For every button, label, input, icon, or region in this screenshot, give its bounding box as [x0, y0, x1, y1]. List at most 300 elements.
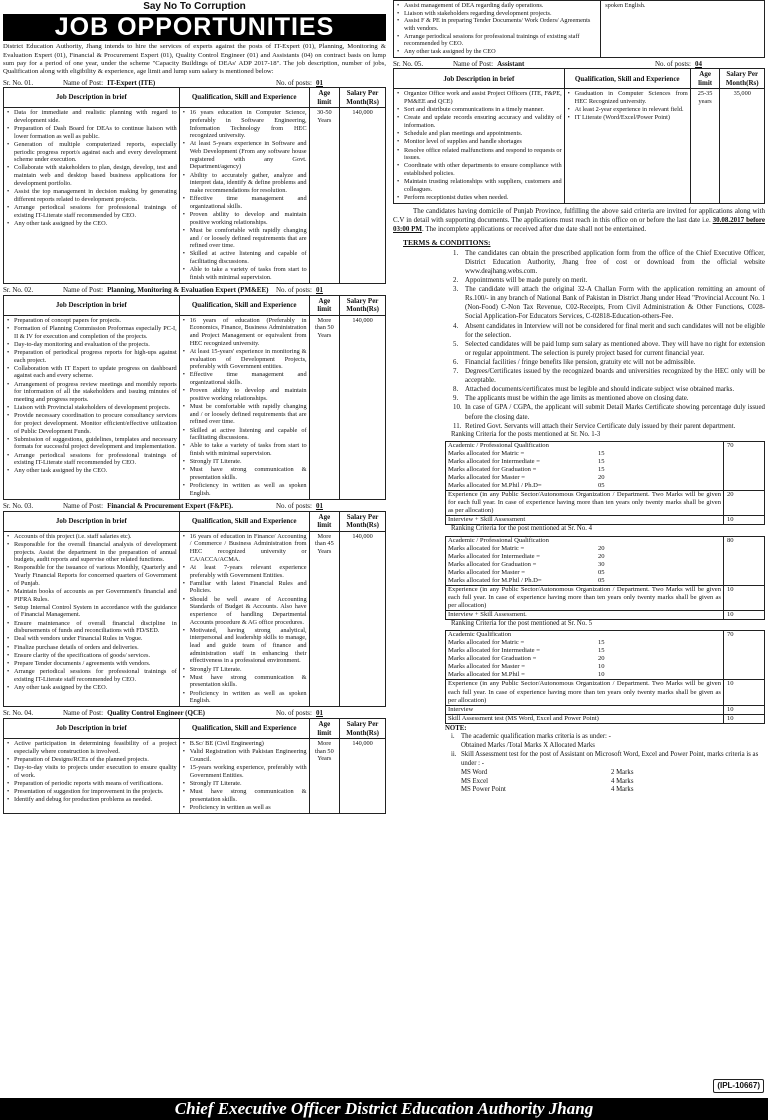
- qual-cell: [564, 89, 690, 204]
- continuation-desc-item: • Any other task assigned by the CEO: [396, 48, 598, 56]
- job-desc-cell: [4, 108, 180, 284]
- post-header: [3, 709, 386, 718]
- salary: 140,000: [340, 739, 386, 814]
- post-table-header: [4, 511, 386, 531]
- qual-item: • B.Sc/ BE (Civil Engineering): [182, 740, 307, 748]
- criteria-interview-total: 10: [727, 516, 734, 524]
- qual-header: Qualification, Skill and Experience: [179, 511, 309, 531]
- job-desc-item: • Arrange periodical sessions for professional trainings of existing IT-Literate staff recommended by CEO.: [6, 452, 177, 467]
- marks-value: 30: [598, 560, 605, 568]
- criteria-academic-row: [446, 537, 764, 586]
- post-count-label: No. of posts:: [276, 709, 312, 718]
- age-header: Age limit: [309, 719, 340, 739]
- qual-item: • Able to take a variety of tasks from start to finish with minimal supervision.: [182, 442, 307, 457]
- job-desc-item: • Preparation of concept papers for projects.: [6, 317, 177, 325]
- term-item: [453, 340, 765, 358]
- job-desc-item: • Ensure maintenance of overall financial discipline in disbursements of funds and reconciliations with FD/SED.: [6, 620, 177, 635]
- criteria-title: Ranking Criteria for the posts mentioned at Sr. No. 1-3: [451, 430, 601, 438]
- job-desc-item: • Submission of suggestions, guidelines, templates and necessary formats for successful project development and implementation.: [6, 436, 177, 451]
- marks-value: 15: [598, 458, 605, 466]
- job-desc-item: • Responsible for the issuance of various Monthly, Quarterly and Yearly Financial Reports for concerned quarters of Government of Punjab.: [6, 564, 177, 587]
- criteria-skill-total: 10: [727, 714, 734, 722]
- term-item: [453, 322, 765, 340]
- marks-row: [448, 671, 721, 679]
- post-table: [3, 87, 386, 284]
- marks-label: Marks allocated for Graduation =: [448, 655, 537, 663]
- qual-item: • Effective time management and organizational skills.: [182, 195, 307, 210]
- marks-row: [448, 450, 721, 458]
- marks-label: Marks allocated for Matric =: [448, 639, 525, 647]
- post-table: [393, 68, 765, 204]
- qual-item: • Proficiency in written as well as spoken English.: [182, 482, 307, 497]
- job-desc-header: Job Description in brief: [4, 511, 180, 531]
- qual-cell: [179, 108, 309, 284]
- marks-value: 05: [598, 576, 605, 584]
- marks-row: [448, 545, 721, 553]
- job-desc-item: • Deal with vendors under Financial Rules in Vogue.: [6, 635, 177, 643]
- marks-label: Marks allocated for Matric =: [448, 544, 525, 552]
- job-desc-header: Job Description in brief: [394, 69, 565, 89]
- qual-item: • Proven ability to develop and maintain positive working relationships.: [182, 387, 307, 402]
- criteria-academic-head: Academic / Professional Qualification: [448, 442, 549, 450]
- salary-header: Salary Per Month(Rs): [340, 719, 386, 739]
- marks-row: [448, 553, 721, 561]
- age-header: Age limit: [309, 88, 340, 108]
- post-table: [3, 511, 386, 708]
- skill-marks-list: [461, 769, 765, 795]
- marks-label: Marks allocated for Graduation =: [448, 466, 537, 474]
- job-desc-header: Job Description in brief: [4, 295, 180, 315]
- motto: Say No To Corruption: [143, 1, 246, 12]
- job-desc-item: • Create and update records ensuring accuracy and validity of information.: [396, 114, 562, 129]
- post-name: IT-Expert (ITE): [107, 78, 156, 87]
- qual-cell: [179, 315, 309, 499]
- salary: 35,000: [720, 89, 765, 204]
- criteria-title: Ranking Criteria for the post mentioned at Sr. No. 4: [451, 525, 593, 533]
- qual-header: Qualification, Skill and Experience: [179, 295, 309, 315]
- post-table-header: [4, 719, 386, 739]
- marks-label: Marks allocated for Intermediate =: [448, 458, 540, 466]
- qual-item: • 15-years working experience, preferably with Government Entities.: [182, 764, 307, 779]
- job-desc-item: • Monitor level of supplies and handle shortages: [396, 138, 562, 146]
- job-desc-item: • Organize Office work and assist Project Officers (ITE, F&PE, PM&EE and QCE): [396, 90, 562, 105]
- criteria-academic: [446, 631, 724, 679]
- continuation-qual: spoken English.: [605, 2, 646, 9]
- qual-item: • Strongly IT Literate.: [182, 458, 307, 466]
- note-title: NOTE:: [445, 724, 467, 732]
- post-table-row: [4, 531, 386, 707]
- criteria-academic: [446, 537, 724, 585]
- term-number: 1.: [453, 249, 459, 257]
- criteria-exp: Experience (in any Public Sector/Autonomous Organization / Department. Two Marks will be given for each full year. In case of experience having more than ten years only twenty marks shall be given as per allocation): [446, 491, 724, 515]
- term-text: The candidate will attach the original 32-A Challan Form with the application remitting an amount of Rs.100/- in any branch of National Bank of Pakistan in District Jhang under Head "Provincial Account No. 1 (Non-Food) C-Non Tax Revenue, C02-Receipts, From Civil Administration & Other Functions, C028-Social Application-For Educators Services, C-02818-Education-others-Fee.: [465, 286, 766, 321]
- job-desc-list: [396, 90, 562, 201]
- post-name-wrap: [63, 502, 276, 511]
- qual-item: • 16 years of education in Finance/ Accounting / Commerce / Business Administration from HEC recognized university or CA/ACCA/ACMA.: [182, 533, 307, 564]
- age-header: Age limit: [690, 69, 720, 89]
- term-number: 4.: [453, 322, 459, 330]
- qual-item: • Must be comfortable with rapidly changing and / or loosely defined requirements that are refined over time.: [182, 403, 307, 426]
- job-desc-item: • Accounts of this project (i.e. staff salaries etc).: [6, 533, 177, 541]
- marks-row: [448, 655, 721, 663]
- post-count-label: No. of posts:: [655, 59, 691, 68]
- marks-value: 20: [598, 544, 605, 552]
- post-header: [3, 502, 386, 511]
- continuation-desc-item: • Assist F & PE in preparing Tender Documents/ Work Orders/ Agreements with vendors.: [396, 17, 598, 32]
- criteria-academic-head: Academic Qualification: [448, 631, 512, 639]
- qual-item: • Strongly IT Literate.: [182, 780, 307, 788]
- job-desc-item: • Coordinate with other departments to ensure compliance with established policies.: [396, 162, 562, 177]
- post-count-wrap: [276, 79, 386, 88]
- job-desc-item: • Any other task assigned by the CEO.: [6, 684, 177, 692]
- term-number: 5.: [453, 340, 459, 348]
- criteria-interview: Interview: [446, 706, 724, 714]
- criteria-academic-total: 70: [727, 631, 734, 639]
- job-desc-item: • Identify and debug for production problems as needed.: [6, 796, 177, 804]
- marks-row: [448, 466, 721, 474]
- skill-marks: 4 Marks: [611, 786, 634, 794]
- qual-item: • Must have strong communication & presentation skills.: [182, 674, 307, 689]
- skill-marks-row: [461, 778, 765, 787]
- job-desc-item: • Assist the top management in decision making by generating different reports related to development projects.: [6, 188, 177, 203]
- job-desc-cell: [4, 315, 180, 499]
- post-header: [3, 79, 386, 88]
- note-i: The academic qualification marks criteria is as under: -: [461, 733, 611, 741]
- criteria-box: [445, 630, 765, 723]
- job-desc-list: [6, 317, 177, 475]
- deadline: 30.08.2017 before 03:00 PM: [393, 216, 765, 234]
- age-limit: 25-35 years: [690, 89, 720, 204]
- qual-item: • Strongly IT Literate.: [182, 666, 307, 674]
- criteria-interview-row: [446, 516, 764, 524]
- left-column: [3, 0, 386, 1120]
- terms-title: TERMS & CONDITIONS:: [403, 238, 491, 248]
- post-name-label: Name of Post:: [63, 709, 104, 718]
- marks-row: [448, 577, 721, 585]
- post-table-row: [4, 315, 386, 499]
- marks-value: 10: [598, 671, 605, 679]
- qual-item: • Graduation in Computer Sciences from HEC Recognized university.: [567, 90, 688, 105]
- marks-row: [448, 663, 721, 671]
- salary: 140,000: [340, 315, 386, 499]
- posts-right: [393, 60, 765, 205]
- marks-label: Marks allocated for Master =: [448, 568, 525, 576]
- job-desc-item: • Finalize purchase details of orders and deliveries.: [6, 644, 177, 652]
- posts-left: [3, 79, 386, 814]
- criteria-skill-row: [446, 715, 764, 723]
- job-desc-item: • Day-to-day visits to projects under execution to ensure quality of work.: [6, 764, 177, 779]
- marks-row: [448, 647, 721, 655]
- term-number: 3.: [453, 286, 459, 294]
- job-desc-item: • Responsible for the overall financial analysis of development projects. Assist the department in the preparation of annual budgets, audit reports and supervise other related functions.: [6, 541, 177, 564]
- term-number: 6.: [453, 358, 459, 366]
- job-desc-item: • Generation of multiple computerized reports, especially periodic progress report/s against each and every development scheme under execution.: [6, 141, 177, 164]
- marks-value: 20: [598, 552, 605, 560]
- post-count-wrap: [655, 60, 765, 69]
- post-name: Assistant: [497, 59, 525, 68]
- post-number: Sr. No. 01.: [3, 78, 34, 87]
- term-number: 7.: [453, 368, 459, 376]
- post-number: Sr. No. 02.: [3, 286, 34, 295]
- term-item: [453, 367, 765, 385]
- qual-item: • Able to take a variety of tasks from start to finish with minimal supervision.: [182, 266, 307, 281]
- job-desc-item: • Setup Internal Control System in accordance with the guidance of Financial Management.: [6, 604, 177, 619]
- application-paragraph: The candidates having domicile of Punjab Province, fulfilling the above said criteria are invited for applications along with C.V in detail with supporting documents. The applications must reach in this office on or before the last date i.e. 30.08.2017 before 03:00 PM. The incomplete applications or received after due date shall not be entertained.: [393, 207, 765, 234]
- marks-value: 05: [598, 482, 605, 490]
- criteria-exp: Experience (in any Public Sector/Autonomous Organization / Department. Two Marks will be given each full year. In case of experience having more than ten years only twenty marks shall be given as per allocation): [446, 586, 724, 610]
- post-name-label: Name of Post:: [453, 59, 494, 68]
- criteria-interview-total: 10: [727, 610, 734, 618]
- post-count: 01: [315, 502, 323, 511]
- job-desc-item: • Prepare Tender documents / agreements with vendors.: [6, 660, 177, 668]
- note: NOTE: i. The academic qualification marks criteria is as under: - Obtained Marks /Total Marks X Allocated Marks ii. Skill Assessment test for the post of Assistant on Microsoft Word, Excel and Power Point, marks criteria is as under : - MS Word 2 Marks MS Excel 4 Marks MS Power Point 4 Marks: [445, 725, 765, 796]
- criteria-title: Ranking Criteria for the post mentioned at Sr. No. 5: [451, 620, 593, 627]
- qual-item: • Ability to accurately gather, analyze and interpret data, identify & define problems and make recommendations for resolution.: [182, 172, 307, 195]
- qual-item: • Familiar with latest Financial Rules and Policies.: [182, 580, 307, 595]
- qual-list: [182, 109, 307, 281]
- qual-item: • Effective time management and organizational skills.: [182, 371, 307, 386]
- qual-item: • Must have strong communication & presentation skills.: [182, 466, 307, 481]
- post-header: [393, 60, 765, 69]
- post-table: [3, 718, 386, 814]
- term-number: 11.: [453, 422, 462, 430]
- job-desc-item: • Formation of Planning Commission Proformas especially PC-I, II & IV for execution and completion of the projects.: [6, 325, 177, 340]
- criteria-academic-total: 80: [727, 536, 734, 544]
- qual-item: • At least 15-years' experience in monitoring & evaluation of Development Projects, preferably with Government entities.: [182, 348, 307, 371]
- post-table-header: [4, 88, 386, 108]
- salary: 140,000: [340, 531, 386, 707]
- post-count-label: No. of posts:: [276, 78, 312, 87]
- term-item: [453, 422, 765, 431]
- term-text: Attached documents/certificates must be legible and should indicate subject wise obtained marks.: [465, 386, 735, 394]
- qual-item: • At least 2-year experience in relevant field.: [567, 106, 688, 114]
- job-desc-item: • Collaborate with stakeholders to plan, design, develop, test and maintain web and desktop based business applications for development portfolio.: [6, 164, 177, 187]
- marks-row: [448, 474, 721, 482]
- marks-label: Marks allocated for Master =: [448, 474, 525, 482]
- marks-value: 15: [598, 466, 605, 474]
- post-name: Financial & Procurement Expert (F&PE).: [107, 502, 233, 511]
- marks-row: [448, 639, 721, 647]
- marks-value: 20: [598, 474, 605, 482]
- job-desc-item: • Perform receptionist duties when needed.: [396, 194, 562, 202]
- qual-header: Qualification, Skill and Experience: [179, 88, 309, 108]
- marks-label: Marks allocated for Master =: [448, 663, 525, 671]
- term-text: The applicants must be within the age limits as mentioned above on closing date.: [465, 395, 689, 403]
- criteria-interview: Interview + Skill Assessment.: [446, 611, 724, 619]
- note-i-formula: Obtained Marks /Total Marks X Allocated Marks: [461, 742, 595, 750]
- age-limit: More than 50 Years: [309, 739, 340, 814]
- post-count: 01: [315, 286, 323, 295]
- job-desc-item: • Schedule and plan meetings and appointments.: [396, 130, 562, 138]
- skill-name: MS Word: [461, 768, 488, 776]
- post-count-label: No. of posts:: [276, 286, 312, 295]
- post-count-wrap: [276, 502, 386, 511]
- post-table-row: [4, 739, 386, 814]
- marks-label: Marks allocated for Intermediate =: [448, 647, 540, 655]
- skill-name: MS Excel: [461, 777, 488, 785]
- post-number: Sr. No. 04.: [3, 709, 34, 718]
- criteria-exp-total: 10: [727, 680, 734, 688]
- qual-item: • Skilled at active listening and capable of facilitating discussions.: [182, 250, 307, 265]
- marks-row: [448, 561, 721, 569]
- post-table-row: [4, 108, 386, 284]
- salary-header: Salary Per Month(Rs): [340, 511, 386, 531]
- job-desc-item: • Data for immediate and realistic planning with regard to development side.: [6, 109, 177, 124]
- criteria-interview-row: [446, 706, 764, 715]
- skill-marks: 2 Marks: [611, 768, 634, 776]
- job-desc-item: • Sort and distribute communications in a timely manner.: [396, 106, 562, 114]
- qual-list: [182, 317, 307, 498]
- marks-value: 10: [598, 663, 605, 671]
- post-count: 01: [315, 709, 323, 718]
- page-title: JOB OPPORTUNITIES: [3, 14, 386, 41]
- intro-paragraph: District Education Authority, Jhang intends to hire the services of experts against the posts of IT-Expert (01), Planning, Monitoring & Evaluation Expert (01), Financial & Procurement Expert (01), Quality Control Engineer (01) and Assistants (04) on contract basis on lump sum pay for a period of one year, under the scheme "Capacity Buildings of DEAs' ADP 2017-18". The job description, number of jobs, Qualification along with eligibility & experience, age limit and lump sum salary is mentioned below:: [3, 43, 386, 76]
- term-item: [453, 358, 765, 367]
- job-desc-item: • Arrange periodical sessions for professional trainings of existing IT-Literate staff recommended by CEO.: [6, 668, 177, 683]
- job-desc-list: [6, 740, 177, 804]
- job-desc-item: • Collaboration with IT Expert to update progress on dashboard against each and every scheme.: [6, 365, 177, 380]
- criteria-interview: Interview + Skill Assessment: [446, 516, 724, 524]
- salary: 140,000: [340, 108, 386, 284]
- qual-item: • Proficiency in written as well as: [182, 804, 307, 812]
- note-ii: Skill Assessment test for the post of Assistant on Microsoft Word, Excel and Power Point, marks criteria is as under : -: [461, 751, 759, 767]
- qual-cell: [179, 739, 309, 814]
- job-desc-list: [6, 109, 177, 227]
- skill-marks: 4 Marks: [611, 777, 634, 785]
- post-name-label: Name of Post:: [63, 78, 104, 87]
- age-limit: More than 50 Years: [309, 315, 340, 499]
- qual-item: • Must have strong communication & presentation skills.: [182, 788, 307, 803]
- salary-header: Salary Per Month(Rs): [340, 88, 386, 108]
- terms-list: [453, 249, 765, 431]
- job-desc-item: • Liaison with Provincial stakeholders of development projects.: [6, 404, 177, 412]
- job-desc-item: • Maintain books of accounts as per Government's financial and PIFRA Rules.: [6, 588, 177, 603]
- job-desc-list: [6, 533, 177, 692]
- qual-item: • 16 years of education (Preferably in Economics, Finance, Business Administration and Project Management or equivalent from HEC recognized university.: [182, 317, 307, 348]
- post-name-label: Name of Post:: [63, 502, 104, 511]
- age-header: Age limit: [309, 511, 340, 531]
- qual-item: • Valid Registration with Pakistan Engineering Council.: [182, 748, 307, 763]
- marks-value: 15: [598, 647, 605, 655]
- term-text: Absent candidates in Interview will not be considered for final merit and such candidates will not be eligible for the selection.: [465, 322, 765, 339]
- post-name-wrap: [63, 709, 276, 718]
- term-item: [453, 249, 765, 276]
- marks-value: 15: [598, 450, 605, 458]
- term-item: [453, 403, 765, 421]
- criteria-interview-row: [446, 611, 764, 619]
- marks-label: Marks allocated for Intermediate =: [448, 552, 540, 560]
- post-name-wrap: [63, 79, 276, 88]
- marks-value: 20: [598, 655, 605, 663]
- term-text: Retired Govt. Servants will attach their Service Certificate duly issued by their parent department.: [465, 422, 736, 430]
- criteria-exp-row: [446, 491, 764, 516]
- qual-item: • At least 5-years experience in Software and Web Development (From any software house registered with any Govt. Department/agency): [182, 140, 307, 171]
- qual-header: Qualification, Skill and Experience: [564, 69, 690, 89]
- reference-number: (IPL-10667): [713, 1079, 764, 1093]
- marks-row: [448, 482, 721, 490]
- job-desc-header: Job Description in brief: [4, 719, 180, 739]
- marks-row: [448, 458, 721, 466]
- post-name-wrap: [63, 286, 276, 295]
- job-desc-cell: [4, 739, 180, 814]
- post-count-label: No. of posts:: [276, 502, 312, 511]
- term-number: 10.: [453, 404, 462, 412]
- qual-item: • IT Literate (Word/Excel/Power Point): [567, 114, 688, 122]
- marks-label: Marks allocated for Graduation =: [448, 560, 537, 568]
- job-desc-item: • Day-to-day monitoring and evaluation of the projects.: [6, 341, 177, 349]
- right-column: [393, 0, 765, 1120]
- job-desc-item: • Resolve office related malfunctions and respond to requests or issues.: [396, 147, 562, 162]
- continuation-desc-list: [394, 1, 601, 57]
- job-desc-item: • Provide necessary coordination to procure consultancy services for project development. Monitor efficient/effective utilization of Public Development Funds.: [6, 412, 177, 435]
- post-table-header: [4, 295, 386, 315]
- job-desc-item: • Presentation of suggestion for improvement in the projects.: [6, 788, 177, 796]
- criteria-box: [445, 441, 765, 525]
- skill-marks-row: [461, 769, 765, 778]
- job-desc-cell: [394, 89, 565, 204]
- term-text: Appointments will be made purely on merit.: [465, 276, 588, 284]
- salary-header: Salary Per Month(Rs): [720, 69, 765, 89]
- qual-list: [182, 740, 307, 812]
- job-desc-item: • Any other task assigned by the CEO.: [6, 220, 177, 228]
- qual-item: • Must be comfortable with rapidly changing and / or loosely defined requirements that are refined over time.: [182, 227, 307, 250]
- skill-name: MS Power Point: [461, 786, 506, 794]
- term-text: Selected candidates will be paid lump sum salary as mentioned above. They will have no right for extension or regular appointment. The selection is purely project based for current financial year.: [465, 340, 765, 357]
- job-desc-header: Job Description in brief: [4, 88, 180, 108]
- term-number: 8.: [453, 386, 459, 394]
- post-count: 01: [315, 78, 323, 87]
- qual-list: [567, 90, 688, 122]
- post-table-header: [394, 69, 765, 89]
- criteria-exp-total: 10: [727, 585, 734, 593]
- term-item: [453, 276, 765, 285]
- qual-item: • Motivated, having strong analytical, interpersonal and leadership skills to manage, lead and guide team of finance and administration staff in enhancing their effectiveness in a professional environment.: [182, 627, 307, 665]
- job-desc-cell: [4, 531, 180, 707]
- qual-cell: [179, 531, 309, 707]
- criteria-interview-total: 10: [727, 705, 734, 713]
- term-text: Financial facilities / fringe benefits like pension, gratuity etc will not be admissible.: [465, 358, 696, 366]
- qual-item: • Proficiency in written as well as spoken English.: [182, 690, 307, 705]
- term-number: 2.: [453, 276, 459, 284]
- criteria-exp-row: [446, 680, 764, 705]
- job-desc-item: • Maintain trusting relationships with suppliers, customers and colleagues.: [396, 178, 562, 193]
- term-item: [453, 285, 765, 321]
- job-desc-item: • Arrangement of progress review meetings and monthly reports for information of all the stakeholders and issuing minutes of meeting and progress reports.: [6, 381, 177, 404]
- post-name: Planning, Monitoring & Evaluation Expert (PM&EE): [107, 286, 269, 295]
- qual-item: • 16 years education in Computer Science, preferably in Software Engineering, Information Technology from HEC recognized university.: [182, 109, 307, 140]
- age-limit: More than 45 Years: [309, 531, 340, 707]
- post-04-continuation: [393, 0, 765, 58]
- post-count-wrap: [276, 709, 386, 718]
- term-number: 9.: [453, 395, 459, 403]
- marks-label: Marks allocated for M.Phil / Ph.D=: [448, 576, 542, 584]
- age-header: Age limit: [309, 295, 340, 315]
- criteria-academic-row: [446, 442, 764, 491]
- qual-list: [182, 533, 307, 705]
- post-name: Quality Control Engineer (QCE): [107, 709, 206, 718]
- qual-item: • Should be well aware of Accounting Standards of Budget & Accounts. Also have experience of handling Departmental Accounts procedure & AG office procedures.: [182, 596, 307, 627]
- job-desc-item: • Any other task assigned by the CEO.: [6, 467, 177, 475]
- marks-label: Marks allocated for M.Phil / Ph.D=: [448, 482, 542, 490]
- term-item: [453, 385, 765, 394]
- marks-row: [448, 569, 721, 577]
- criteria-academic: [446, 442, 724, 490]
- footer-signature: Chief Executive Officer District Education Authority Jhang: [0, 1098, 768, 1120]
- qual-header: Qualification, Skill and Experience: [179, 719, 309, 739]
- post-count-wrap: [276, 286, 386, 295]
- post-number: Sr. No. 03.: [3, 502, 34, 511]
- job-desc-item: • Preparation of Designs/RCEs of the planned projects.: [6, 756, 177, 764]
